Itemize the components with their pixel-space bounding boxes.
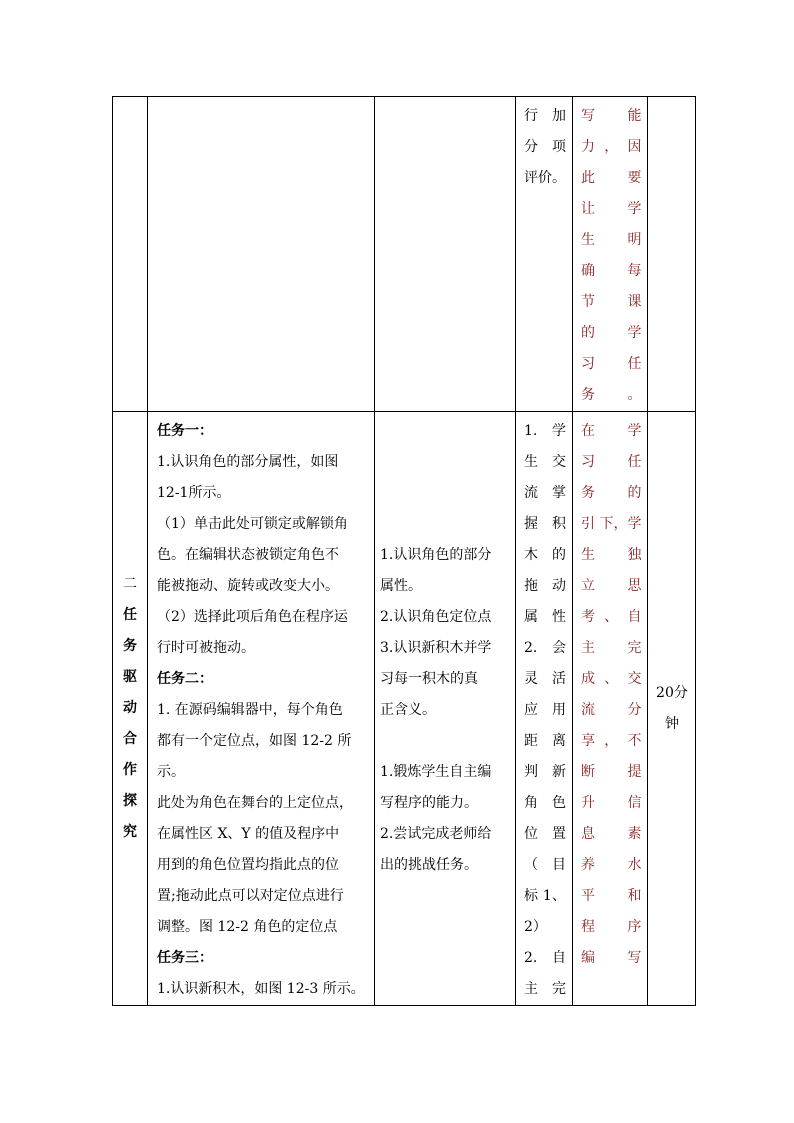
text-line: 属 性 [524, 609, 566, 625]
time-cell [648, 412, 696, 1006]
text-line: 习 任 [581, 356, 642, 372]
text-line: 出的挑战任务。 [380, 857, 478, 873]
text-line: 的 学 [581, 325, 642, 341]
text-line: 让 学 [581, 201, 642, 217]
student-activity-cell [516, 412, 573, 1006]
text-line: 应 用 [524, 702, 566, 718]
lesson-plan-table [112, 96, 696, 1006]
text-line: 12-1所示。 [157, 485, 231, 501]
text-line: 流 掌 [524, 485, 566, 501]
text-line: 断 提 [581, 764, 642, 780]
stage-char: 究 [123, 824, 137, 840]
text-line: 握 积 [524, 516, 566, 532]
text-line: 2. 会 [524, 640, 566, 656]
text-line: 1. 学 [524, 423, 566, 439]
text-line: 养 水 [581, 857, 642, 873]
text-line: 灵 活 [524, 671, 566, 687]
text-line: 2.尝试完成老师给 [380, 826, 492, 842]
design-intent-cell [573, 97, 648, 412]
text-line: 3.认识新积木并学 [380, 640, 492, 656]
text-line: 行时可被拖动。 [157, 640, 255, 656]
text-line: 色。在编辑状态被锁定角色不 [157, 547, 339, 563]
text-line: 写 能 [581, 108, 642, 124]
time-value: 20分钟 [656, 684, 688, 732]
text-line: 能被拖动、旋转或改变大小。 [157, 578, 339, 594]
text-line: 升 信 [581, 795, 642, 811]
text-line: 力，因 [581, 139, 642, 155]
task2-heading: 任务二： [157, 671, 213, 687]
text-line: 评价。 [524, 170, 566, 186]
text-line: 用到的角色位置均指此点的位 [157, 857, 339, 873]
text-line: 属性。 [380, 578, 422, 594]
text-line: 1.锻炼学生自主编 [380, 764, 492, 780]
text-line: 分 项 [524, 139, 566, 155]
stage-char: 动 [123, 700, 137, 716]
objective-cell-empty [375, 97, 516, 412]
text-line: 拖 动 [524, 578, 566, 594]
stage-char: 作 [123, 762, 137, 778]
text-line: 习每一积木的真 [380, 671, 478, 687]
text-line: 角 色 [524, 795, 566, 811]
text-line: 生 明 [581, 232, 642, 248]
text-line: 标 1、 [524, 888, 566, 904]
text-line: 平 和 [581, 888, 642, 904]
time-cell-empty [648, 97, 696, 412]
task1-heading: 任务一： [157, 423, 213, 439]
text-line: 调整。图 12-2 角色的定位点 [157, 919, 338, 935]
stage-char: 探 [123, 793, 137, 809]
text-line: 行 加 [524, 108, 566, 124]
table-row-stage-2 [113, 412, 696, 1006]
student-activity-cell [516, 97, 573, 412]
text-line: 1.认识新积木，如图 12-3 所示。 [157, 981, 365, 997]
teacher-activity-cell [148, 412, 375, 1006]
text-line: 在 学 [581, 423, 642, 439]
objectives-cell [375, 412, 516, 1006]
text-line: 主 完 [581, 640, 642, 656]
text-line: 写程序的能力。 [380, 795, 478, 811]
teacher-activity-cell-empty [148, 97, 375, 412]
text-line: 息 素 [581, 826, 642, 842]
text-line: 在属性区 X、Y 的值及程序中 [157, 826, 340, 842]
text-line: 1. 在源码编辑器中，每个角色 [157, 702, 343, 718]
text-line: （1）单击此处可锁定或解锁角 [157, 516, 348, 532]
table-row-continuation [113, 97, 696, 412]
text-line: 正含义。 [380, 702, 436, 718]
text-line: 生 独 [581, 547, 642, 563]
text-line: 确 每 [581, 263, 642, 279]
stage-label [122, 569, 138, 848]
text-line: 都有一个定位点，如图 12-2 所 [157, 733, 352, 749]
text-line: 务。 [581, 387, 642, 403]
text-line: （ 目 [524, 857, 566, 873]
stage-char: 务 [123, 638, 137, 654]
text-line: 置;拖动此点可以对定位点进行 [157, 888, 344, 904]
text-line: 距 离 [524, 733, 566, 749]
text-line: 2.认识角色定位点 [380, 609, 492, 625]
text-line: 生 交 [524, 454, 566, 470]
text-line: 享，不 [581, 733, 642, 749]
stage-label-cell [113, 412, 148, 1006]
text-line: 示。 [157, 764, 185, 780]
text-line: 程 序 [581, 919, 642, 935]
text-line: 判 新 [524, 764, 566, 780]
text-line: （2）选择此项后角色在程序运 [157, 609, 348, 625]
text-line: 1.认识角色的部分属性，如图 [157, 454, 339, 470]
stage-char: 合 [123, 731, 137, 747]
text-line: 立 思 [581, 578, 642, 594]
text-line: 主 完 [524, 981, 566, 997]
text-line: 此 要 [581, 170, 642, 186]
stage-cell-empty [113, 97, 148, 412]
text-line: 2） [524, 919, 547, 935]
text-line: 务 的 [581, 485, 642, 501]
text-line: 节 课 [581, 294, 642, 310]
stage-char: 任 [123, 607, 137, 623]
text-line: 2. 自 [524, 950, 566, 966]
task3-heading: 任务三： [157, 950, 213, 966]
text-line: 1.认识角色的部分 [380, 547, 492, 563]
stage-char: 二 [123, 576, 137, 592]
text-line: 引 下，学 [581, 516, 642, 532]
design-intent-cell [573, 412, 648, 1006]
text-line: 此处为角色在舞台的上定位点， [157, 795, 353, 811]
text-line: 木 的 [524, 547, 566, 563]
stage-char: 驱 [123, 669, 137, 685]
text-line: 习 任 [581, 454, 642, 470]
text-line: 考、自 [581, 609, 642, 625]
text-line: 位 置 [524, 826, 566, 842]
text-line: 编 写 [581, 950, 642, 966]
text-line: 成、交 [581, 671, 642, 687]
text-line: 流 分 [581, 702, 642, 718]
